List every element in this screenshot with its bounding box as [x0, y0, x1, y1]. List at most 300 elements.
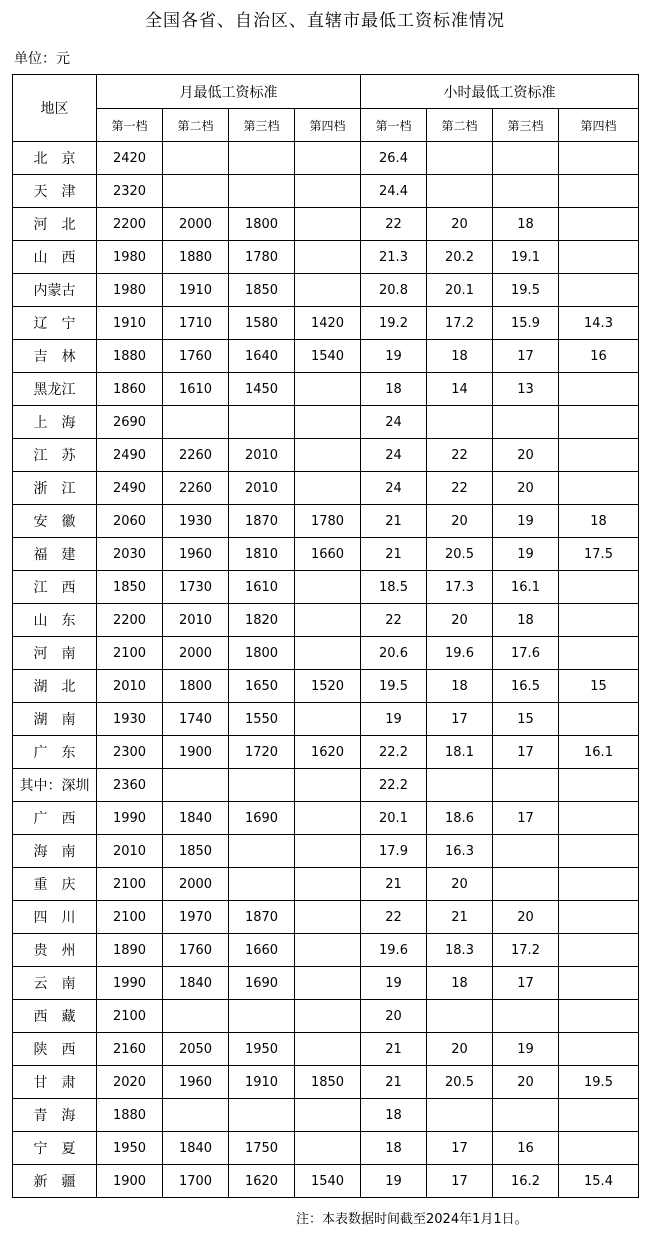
region-cell: 江 苏 — [13, 439, 97, 472]
table-row — [13, 406, 639, 439]
hourly-tier-3-cell: 20 — [493, 901, 559, 934]
hourly-tier-4-cell — [559, 967, 639, 1000]
monthly-tier-4-cell: 1540 — [295, 340, 361, 373]
header-monthly-tier-2: 第二档 — [163, 109, 229, 142]
hourly-tier-2-cell: 20.5 — [427, 1066, 493, 1099]
region-cell: 海 南 — [13, 835, 97, 868]
hourly-tier-1-cell: 19.2 — [361, 307, 427, 340]
page-title: 全国各省、自治区、直辖市最低工资标准情况 — [145, 11, 505, 31]
monthly-tier-1-cell: 2100 — [97, 868, 163, 901]
hourly-tier-2-cell: 20 — [427, 868, 493, 901]
hourly-tier-1-cell: 20.8 — [361, 274, 427, 307]
hourly-tier-3-cell: 20 — [493, 439, 559, 472]
monthly-tier-1-cell: 2690 — [97, 406, 163, 439]
monthly-tier-2-cell: 2000 — [163, 208, 229, 241]
header-monthly-tier-1: 第一档 — [97, 109, 163, 142]
region-cell: 辽 宁 — [13, 307, 97, 340]
monthly-tier-1-cell: 2160 — [97, 1033, 163, 1066]
table-row — [13, 1165, 639, 1198]
header-hourly-tier-4: 第四档 — [559, 109, 639, 142]
hourly-tier-3-cell: 19.5 — [493, 274, 559, 307]
monthly-tier-3-cell: 1870 — [229, 901, 295, 934]
monthly-tier-3-cell: 1660 — [229, 934, 295, 967]
region-cell: 河 北 — [13, 208, 97, 241]
hourly-tier-3-cell: 17 — [493, 802, 559, 835]
monthly-tier-3-cell — [229, 1000, 295, 1033]
hourly-tier-1-cell: 19 — [361, 340, 427, 373]
monthly-tier-4-cell — [295, 175, 361, 208]
region-cell: 江 西 — [13, 571, 97, 604]
hourly-tier-3-cell: 19 — [493, 1033, 559, 1066]
monthly-tier-1-cell: 2200 — [97, 604, 163, 637]
hourly-tier-3-cell: 18 — [493, 604, 559, 637]
monthly-tier-3-cell: 1800 — [229, 637, 295, 670]
monthly-tier-2-cell: 1730 — [163, 571, 229, 604]
table-row — [13, 175, 639, 208]
monthly-tier-3-cell: 1550 — [229, 703, 295, 736]
hourly-tier-2-cell: 18.6 — [427, 802, 493, 835]
region-cell: 广 西 — [13, 802, 97, 835]
hourly-tier-1-cell: 24 — [361, 439, 427, 472]
monthly-tier-3-cell: 1810 — [229, 538, 295, 571]
hourly-tier-4-cell: 14.3 — [559, 307, 639, 340]
monthly-tier-4-cell — [295, 1132, 361, 1165]
hourly-tier-1-cell: 19.5 — [361, 670, 427, 703]
monthly-tier-3-cell: 1750 — [229, 1132, 295, 1165]
hourly-tier-3-cell: 19 — [493, 538, 559, 571]
minimum-wage-table — [12, 74, 639, 1198]
hourly-tier-4-cell — [559, 802, 639, 835]
table-row — [13, 1066, 639, 1099]
hourly-tier-4-cell: 15.4 — [559, 1165, 639, 1198]
hourly-tier-4-cell — [559, 934, 639, 967]
hourly-tier-2-cell: 14 — [427, 373, 493, 406]
hourly-tier-4-cell: 19.5 — [559, 1066, 639, 1099]
monthly-tier-1-cell: 1880 — [97, 340, 163, 373]
hourly-tier-1-cell: 19 — [361, 1165, 427, 1198]
region-cell: 其中：深圳 — [13, 769, 97, 802]
hourly-tier-4-cell: 16 — [559, 340, 639, 373]
region-cell: 河 南 — [13, 637, 97, 670]
footnote: 注：本表数据时间截至2024年1月1日。 — [296, 1212, 528, 1227]
hourly-tier-3-cell: 13 — [493, 373, 559, 406]
monthly-tier-4-cell: 1620 — [295, 736, 361, 769]
hourly-tier-4-cell — [559, 868, 639, 901]
hourly-tier-4-cell — [559, 373, 639, 406]
monthly-tier-4-cell — [295, 934, 361, 967]
monthly-tier-4-cell — [295, 637, 361, 670]
table-row — [13, 901, 639, 934]
hourly-tier-1-cell: 21 — [361, 868, 427, 901]
region-cell: 甘 肃 — [13, 1066, 97, 1099]
hourly-tier-2-cell: 20.5 — [427, 538, 493, 571]
table-row — [13, 373, 639, 406]
hourly-tier-2-cell: 18 — [427, 967, 493, 1000]
monthly-tier-3-cell: 1870 — [229, 505, 295, 538]
table-row — [13, 703, 639, 736]
hourly-tier-4-cell — [559, 901, 639, 934]
monthly-tier-2-cell — [163, 1000, 229, 1033]
monthly-tier-4-cell — [295, 373, 361, 406]
monthly-tier-1-cell: 2420 — [97, 142, 163, 175]
hourly-tier-1-cell: 21 — [361, 1066, 427, 1099]
region-cell: 内蒙古 — [13, 274, 97, 307]
hourly-tier-2-cell — [427, 406, 493, 439]
monthly-tier-2-cell: 2260 — [163, 472, 229, 505]
hourly-tier-2-cell: 16.3 — [427, 835, 493, 868]
monthly-tier-2-cell: 2000 — [163, 637, 229, 670]
hourly-tier-4-cell: 16.1 — [559, 736, 639, 769]
table-row — [13, 835, 639, 868]
monthly-tier-4-cell: 1540 — [295, 1165, 361, 1198]
monthly-tier-4-cell — [295, 1099, 361, 1132]
monthly-tier-4-cell — [295, 604, 361, 637]
hourly-tier-3-cell: 19 — [493, 505, 559, 538]
monthly-tier-1-cell: 1900 — [97, 1165, 163, 1198]
table-row — [13, 604, 639, 637]
monthly-tier-1-cell: 2020 — [97, 1066, 163, 1099]
monthly-tier-4-cell — [295, 901, 361, 934]
hourly-tier-3-cell — [493, 1000, 559, 1033]
hourly-tier-1-cell: 19 — [361, 703, 427, 736]
monthly-tier-2-cell: 1740 — [163, 703, 229, 736]
monthly-tier-1-cell: 1880 — [97, 1099, 163, 1132]
monthly-tier-2-cell: 1760 — [163, 934, 229, 967]
monthly-tier-2-cell: 1930 — [163, 505, 229, 538]
region-cell: 青 海 — [13, 1099, 97, 1132]
monthly-tier-4-cell — [295, 1000, 361, 1033]
region-cell: 上 海 — [13, 406, 97, 439]
header-hourly: 小时最低工资标准 — [361, 75, 639, 109]
monthly-tier-1-cell: 2100 — [97, 901, 163, 934]
region-cell: 宁 夏 — [13, 1132, 97, 1165]
region-cell: 湖 北 — [13, 670, 97, 703]
hourly-tier-3-cell: 16.1 — [493, 571, 559, 604]
monthly-tier-1-cell: 1910 — [97, 307, 163, 340]
region-cell: 北 京 — [13, 142, 97, 175]
hourly-tier-3-cell: 20 — [493, 472, 559, 505]
monthly-tier-3-cell: 1650 — [229, 670, 295, 703]
region-cell: 浙 江 — [13, 472, 97, 505]
monthly-tier-4-cell — [295, 241, 361, 274]
hourly-tier-3-cell: 17 — [493, 340, 559, 373]
monthly-tier-3-cell — [229, 175, 295, 208]
table-row — [13, 142, 639, 175]
hourly-tier-1-cell: 26.4 — [361, 142, 427, 175]
hourly-tier-2-cell — [427, 142, 493, 175]
monthly-tier-4-cell: 1850 — [295, 1066, 361, 1099]
hourly-tier-1-cell: 19.6 — [361, 934, 427, 967]
monthly-tier-2-cell: 1880 — [163, 241, 229, 274]
hourly-tier-2-cell: 17 — [427, 1132, 493, 1165]
hourly-tier-2-cell: 17 — [427, 703, 493, 736]
monthly-tier-3-cell: 1450 — [229, 373, 295, 406]
monthly-tier-2-cell: 1850 — [163, 835, 229, 868]
hourly-tier-2-cell: 17 — [427, 1165, 493, 1198]
region-cell: 广 东 — [13, 736, 97, 769]
hourly-tier-1-cell: 20 — [361, 1000, 427, 1033]
monthly-tier-1-cell: 2100 — [97, 1000, 163, 1033]
hourly-tier-4-cell — [559, 637, 639, 670]
hourly-tier-4-cell — [559, 604, 639, 637]
region-cell: 云 南 — [13, 967, 97, 1000]
hourly-tier-4-cell — [559, 1033, 639, 1066]
monthly-tier-4-cell — [295, 274, 361, 307]
table-row — [13, 670, 639, 703]
hourly-tier-3-cell — [493, 769, 559, 802]
region-cell: 黑龙江 — [13, 373, 97, 406]
monthly-tier-3-cell — [229, 835, 295, 868]
hourly-tier-2-cell — [427, 1099, 493, 1132]
monthly-tier-4-cell — [295, 439, 361, 472]
monthly-tier-1-cell: 1850 — [97, 571, 163, 604]
monthly-tier-1-cell: 2100 — [97, 637, 163, 670]
region-cell: 湖 南 — [13, 703, 97, 736]
hourly-tier-2-cell: 20 — [427, 1033, 493, 1066]
region-cell: 西 藏 — [13, 1000, 97, 1033]
hourly-tier-4-cell — [559, 241, 639, 274]
table-row — [13, 241, 639, 274]
monthly-tier-2-cell: 1710 — [163, 307, 229, 340]
monthly-tier-1-cell: 2300 — [97, 736, 163, 769]
hourly-tier-3-cell: 16.5 — [493, 670, 559, 703]
region-cell: 山 东 — [13, 604, 97, 637]
hourly-tier-3-cell: 17.6 — [493, 637, 559, 670]
monthly-tier-1-cell: 2200 — [97, 208, 163, 241]
table-row — [13, 571, 639, 604]
hourly-tier-1-cell: 21 — [361, 1033, 427, 1066]
table-row — [13, 307, 639, 340]
monthly-tier-4-cell — [295, 835, 361, 868]
header-region: 地区 — [13, 75, 97, 142]
monthly-tier-4-cell — [295, 769, 361, 802]
header-monthly: 月最低工资标准 — [97, 75, 361, 109]
monthly-tier-4-cell — [295, 703, 361, 736]
monthly-tier-2-cell: 1970 — [163, 901, 229, 934]
hourly-tier-3-cell: 15 — [493, 703, 559, 736]
header-hourly-tier-3: 第三档 — [493, 109, 559, 142]
monthly-tier-4-cell — [295, 967, 361, 1000]
monthly-tier-3-cell — [229, 406, 295, 439]
hourly-tier-3-cell: 17 — [493, 736, 559, 769]
monthly-tier-3-cell: 1950 — [229, 1033, 295, 1066]
hourly-tier-2-cell: 17.3 — [427, 571, 493, 604]
hourly-tier-1-cell: 22.2 — [361, 769, 427, 802]
monthly-tier-2-cell — [163, 142, 229, 175]
hourly-tier-2-cell: 22 — [427, 439, 493, 472]
table-row — [13, 802, 639, 835]
hourly-tier-4-cell — [559, 274, 639, 307]
hourly-tier-3-cell: 15.9 — [493, 307, 559, 340]
hourly-tier-3-cell: 17 — [493, 967, 559, 1000]
monthly-tier-3-cell: 1780 — [229, 241, 295, 274]
hourly-tier-3-cell: 19.1 — [493, 241, 559, 274]
hourly-tier-1-cell: 21 — [361, 538, 427, 571]
hourly-tier-2-cell: 20 — [427, 505, 493, 538]
monthly-tier-1-cell: 1890 — [97, 934, 163, 967]
monthly-tier-4-cell: 1420 — [295, 307, 361, 340]
hourly-tier-1-cell: 17.9 — [361, 835, 427, 868]
hourly-tier-2-cell — [427, 175, 493, 208]
monthly-tier-2-cell: 1700 — [163, 1165, 229, 1198]
hourly-tier-1-cell: 22 — [361, 901, 427, 934]
monthly-tier-4-cell — [295, 208, 361, 241]
monthly-tier-3-cell: 1690 — [229, 802, 295, 835]
region-cell: 天 津 — [13, 175, 97, 208]
region-cell: 陕 西 — [13, 1033, 97, 1066]
hourly-tier-1-cell: 18 — [361, 1132, 427, 1165]
region-cell: 安 徽 — [13, 505, 97, 538]
monthly-tier-2-cell: 1840 — [163, 802, 229, 835]
hourly-tier-2-cell: 20 — [427, 604, 493, 637]
hourly-tier-2-cell: 17.2 — [427, 307, 493, 340]
monthly-tier-1-cell: 2060 — [97, 505, 163, 538]
hourly-tier-2-cell: 18 — [427, 340, 493, 373]
hourly-tier-4-cell — [559, 208, 639, 241]
monthly-tier-2-cell: 1800 — [163, 670, 229, 703]
monthly-tier-3-cell: 1910 — [229, 1066, 295, 1099]
monthly-tier-2-cell: 2050 — [163, 1033, 229, 1066]
monthly-tier-3-cell: 1690 — [229, 967, 295, 1000]
table-row — [13, 1132, 639, 1165]
monthly-tier-4-cell — [295, 571, 361, 604]
hourly-tier-1-cell: 24 — [361, 472, 427, 505]
monthly-tier-1-cell: 1930 — [97, 703, 163, 736]
hourly-tier-2-cell: 20 — [427, 208, 493, 241]
hourly-tier-4-cell — [559, 439, 639, 472]
unit-label: 单位：元 — [14, 51, 70, 67]
hourly-tier-1-cell: 22 — [361, 604, 427, 637]
table-row — [13, 274, 639, 307]
monthly-tier-2-cell: 2260 — [163, 439, 229, 472]
hourly-tier-2-cell: 22 — [427, 472, 493, 505]
hourly-tier-2-cell — [427, 769, 493, 802]
hourly-tier-1-cell: 24 — [361, 406, 427, 439]
monthly-tier-3-cell: 2010 — [229, 472, 295, 505]
monthly-tier-1-cell: 1860 — [97, 373, 163, 406]
region-cell: 贵 州 — [13, 934, 97, 967]
hourly-tier-1-cell: 18 — [361, 373, 427, 406]
hourly-tier-2-cell: 18.1 — [427, 736, 493, 769]
hourly-tier-4-cell: 17.5 — [559, 538, 639, 571]
monthly-tier-3-cell: 1640 — [229, 340, 295, 373]
hourly-tier-1-cell: 18 — [361, 1099, 427, 1132]
region-cell: 福 建 — [13, 538, 97, 571]
monthly-tier-4-cell — [295, 472, 361, 505]
monthly-tier-4-cell: 1780 — [295, 505, 361, 538]
table-body — [13, 142, 639, 1198]
monthly-tier-2-cell: 1840 — [163, 967, 229, 1000]
monthly-tier-3-cell: 2010 — [229, 439, 295, 472]
hourly-tier-4-cell — [559, 1132, 639, 1165]
hourly-tier-2-cell: 21 — [427, 901, 493, 934]
hourly-tier-4-cell — [559, 175, 639, 208]
hourly-tier-3-cell — [493, 835, 559, 868]
hourly-tier-3-cell — [493, 868, 559, 901]
region-cell: 新 疆 — [13, 1165, 97, 1198]
table-row — [13, 934, 639, 967]
header-monthly-tier-4: 第四档 — [295, 109, 361, 142]
hourly-tier-3-cell — [493, 142, 559, 175]
header-hourly-tier-1: 第一档 — [361, 109, 427, 142]
header-hourly-tier-2: 第二档 — [427, 109, 493, 142]
monthly-tier-1-cell: 2010 — [97, 835, 163, 868]
monthly-tier-2-cell: 1840 — [163, 1132, 229, 1165]
table-row — [13, 1099, 639, 1132]
monthly-tier-1-cell: 1990 — [97, 802, 163, 835]
hourly-tier-1-cell: 22.2 — [361, 736, 427, 769]
table-row — [13, 505, 639, 538]
monthly-tier-3-cell — [229, 1099, 295, 1132]
hourly-tier-1-cell: 18.5 — [361, 571, 427, 604]
monthly-tier-2-cell: 1960 — [163, 1066, 229, 1099]
hourly-tier-4-cell: 15 — [559, 670, 639, 703]
hourly-tier-4-cell — [559, 406, 639, 439]
monthly-tier-4-cell — [295, 1033, 361, 1066]
hourly-tier-4-cell: 18 — [559, 505, 639, 538]
hourly-tier-3-cell — [493, 1099, 559, 1132]
region-cell: 山 西 — [13, 241, 97, 274]
hourly-tier-2-cell: 18.3 — [427, 934, 493, 967]
hourly-tier-2-cell: 19.6 — [427, 637, 493, 670]
hourly-tier-1-cell: 20.6 — [361, 637, 427, 670]
monthly-tier-2-cell: 1900 — [163, 736, 229, 769]
monthly-tier-2-cell — [163, 1099, 229, 1132]
hourly-tier-4-cell — [559, 472, 639, 505]
monthly-tier-4-cell: 1520 — [295, 670, 361, 703]
hourly-tier-3-cell: 20 — [493, 1066, 559, 1099]
monthly-tier-1-cell: 2490 — [97, 439, 163, 472]
monthly-tier-3-cell: 1580 — [229, 307, 295, 340]
monthly-tier-1-cell: 1990 — [97, 967, 163, 1000]
monthly-tier-2-cell: 2000 — [163, 868, 229, 901]
hourly-tier-3-cell: 16 — [493, 1132, 559, 1165]
monthly-tier-4-cell — [295, 406, 361, 439]
monthly-tier-3-cell — [229, 868, 295, 901]
table-row — [13, 472, 639, 505]
monthly-tier-3-cell: 1820 — [229, 604, 295, 637]
monthly-tier-2-cell: 1910 — [163, 274, 229, 307]
monthly-tier-1-cell: 2010 — [97, 670, 163, 703]
hourly-tier-2-cell — [427, 1000, 493, 1033]
monthly-tier-3-cell — [229, 142, 295, 175]
region-cell: 四 川 — [13, 901, 97, 934]
table-row — [13, 439, 639, 472]
monthly-tier-2-cell — [163, 175, 229, 208]
table-row — [13, 1000, 639, 1033]
region-cell: 吉 林 — [13, 340, 97, 373]
monthly-tier-3-cell — [229, 769, 295, 802]
hourly-tier-4-cell — [559, 769, 639, 802]
monthly-tier-3-cell: 1850 — [229, 274, 295, 307]
hourly-tier-1-cell: 22 — [361, 208, 427, 241]
monthly-tier-2-cell — [163, 769, 229, 802]
hourly-tier-3-cell: 16.2 — [493, 1165, 559, 1198]
monthly-tier-4-cell — [295, 142, 361, 175]
monthly-tier-1-cell: 1980 — [97, 241, 163, 274]
hourly-tier-1-cell: 20.1 — [361, 802, 427, 835]
monthly-tier-2-cell: 2010 — [163, 604, 229, 637]
monthly-tier-3-cell: 1610 — [229, 571, 295, 604]
table-row — [13, 736, 639, 769]
monthly-tier-4-cell: 1660 — [295, 538, 361, 571]
monthly-tier-2-cell — [163, 406, 229, 439]
hourly-tier-3-cell: 18 — [493, 208, 559, 241]
header-monthly-tier-3: 第三档 — [229, 109, 295, 142]
monthly-tier-1-cell: 1980 — [97, 274, 163, 307]
hourly-tier-4-cell — [559, 703, 639, 736]
monthly-tier-4-cell — [295, 802, 361, 835]
